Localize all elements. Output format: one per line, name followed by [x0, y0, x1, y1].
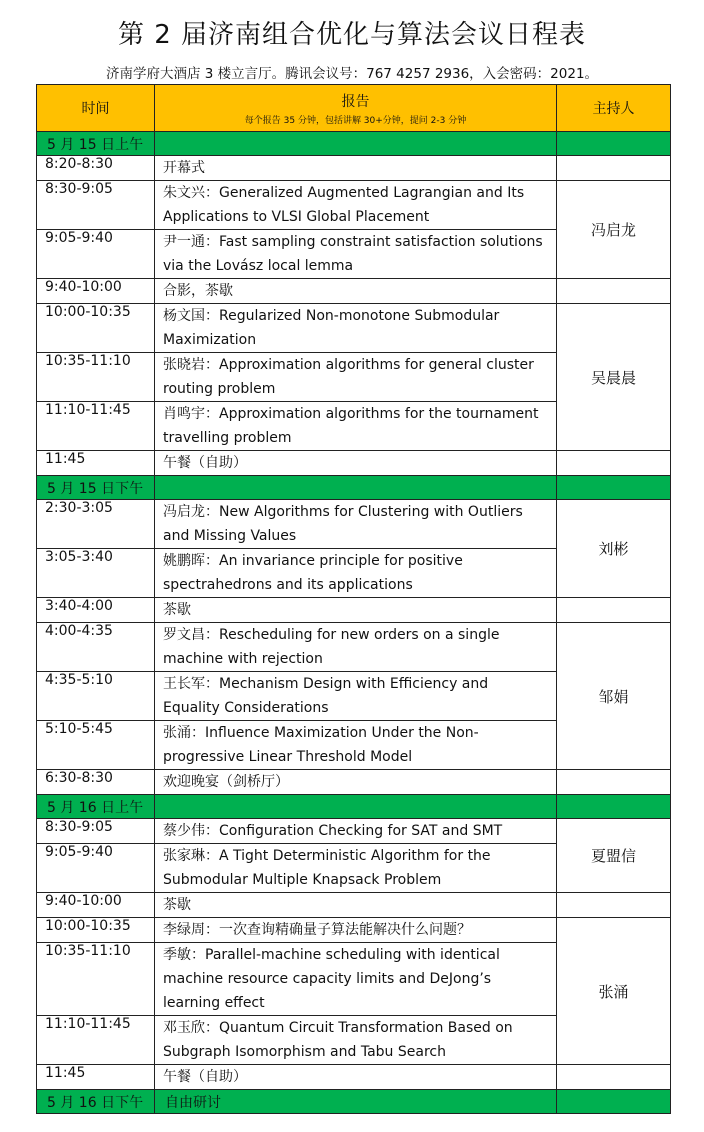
talk-cell: 邓玉欣：Quantum Circuit Transformation Based on Subgraph Isomorphism and Tabu Search	[155, 1016, 557, 1065]
talk-cell: 张涌：Influence Maximization Under the Non-progressive Linear Threshold Model	[155, 721, 557, 770]
section-host	[557, 1090, 671, 1114]
host-cell	[557, 770, 671, 795]
time-header: 时间	[37, 85, 155, 132]
time-cell: 11:45	[37, 451, 155, 476]
section-label: 5 月 15 日下午	[37, 476, 155, 500]
talk-cell: 张晓岩：Approximation algorithms for general cluster routing problem	[155, 353, 557, 402]
section-label: 5 月 16 日下午	[37, 1090, 155, 1114]
time-cell: 10:35-11:10	[37, 943, 155, 1016]
talk-cell: 冯启龙：New Algorithms for Clustering with Outliers and Missing Values	[155, 500, 557, 549]
host-cell	[557, 1065, 671, 1090]
time-cell: 5:10-5:45	[37, 721, 155, 770]
talk-cell: 蔡少伟：Configuration Checking for SAT and SMT	[155, 819, 557, 844]
schedule-row	[37, 304, 671, 353]
schedule-row	[37, 451, 671, 476]
section-host	[557, 476, 671, 500]
time-cell: 9:40-10:00	[37, 893, 155, 918]
venue-info: 济南学府大酒店 3 楼立言厅。腾讯会议号：767 4257 2936，入会密码：2021。	[105, 66, 599, 82]
talk-cell: 茶歇	[155, 893, 557, 918]
host-cell	[557, 893, 671, 918]
schedule-row	[37, 181, 671, 230]
time-cell: 10:35-11:10	[37, 353, 155, 402]
time-cell: 8:20-8:30	[37, 156, 155, 181]
time-cell: 11:10-11:45	[37, 402, 155, 451]
schedule-row	[37, 770, 671, 795]
host-cell	[557, 598, 671, 623]
talk-cell: 王长军：Mechanism Design with Efficiency and Equality Considerations	[155, 672, 557, 721]
talk-cell: 合影，茶歇	[155, 279, 557, 304]
schedule-row	[37, 918, 671, 943]
talk-cell: 午餐（自助）	[155, 1065, 557, 1090]
time-cell: 4:00-4:35	[37, 623, 155, 672]
host-cell	[557, 451, 671, 476]
talk-cell: 罗文昌：Rescheduling for new orders on a single machine with rejection	[155, 623, 557, 672]
section-host	[557, 132, 671, 156]
section-label: 5 月 15 日上午	[37, 132, 155, 156]
schedule-row	[37, 500, 671, 549]
section-row	[37, 1090, 671, 1114]
header-row	[37, 85, 671, 132]
talk-cell: 张家琳：A Tight Deterministic Algorithm for the Submodular Multiple Knapsack Problem	[155, 844, 557, 893]
time-cell: 11:10-11:45	[37, 1016, 155, 1065]
time-cell: 2:30-3:05	[37, 500, 155, 549]
host-cell: 吴晨晨	[557, 304, 671, 451]
time-cell: 11:45	[37, 1065, 155, 1090]
section-row	[37, 795, 671, 819]
host-cell	[557, 156, 671, 181]
host-cell: 冯启龙	[557, 181, 671, 279]
talk-cell: 朱文兴：Generalized Augmented Lagrangian and Its Applications to VLSI Global Placement	[155, 181, 557, 230]
time-cell: 4:35-5:10	[37, 672, 155, 721]
talk-cell: 李绿周：一次查询精确量子算法能解决什么问题？	[155, 918, 557, 943]
section-note	[155, 476, 557, 500]
host-header: 主持人	[557, 85, 671, 132]
time-cell: 10:00-10:35	[37, 918, 155, 943]
talk-cell: 茶歇	[155, 598, 557, 623]
section-row	[37, 132, 671, 156]
time-cell: 9:40-10:00	[37, 279, 155, 304]
talk-cell: 欢迎晚宴（剑桥厅）	[155, 770, 557, 795]
section-note	[155, 132, 557, 156]
report-header	[155, 85, 557, 132]
schedule-row	[37, 156, 671, 181]
time-cell: 6:30-8:30	[37, 770, 155, 795]
talk-cell: 开幕式	[155, 156, 557, 181]
schedule-row	[37, 1065, 671, 1090]
host-cell: 刘彬	[557, 500, 671, 598]
talk-cell: 午餐（自助）	[155, 451, 557, 476]
time-cell: 10:00-10:35	[37, 304, 155, 353]
schedule-row	[37, 279, 671, 304]
section-label: 5 月 16 日上午	[37, 795, 155, 819]
schedule-row	[37, 623, 671, 672]
section-host	[557, 795, 671, 819]
time-cell: 8:30-9:05	[37, 181, 155, 230]
time-cell: 9:05-9:40	[37, 844, 155, 893]
schedule-table	[36, 84, 671, 1114]
page-title: 第 2 届济南组合优化与算法会议日程表	[117, 20, 587, 50]
host-cell: 张涌	[557, 918, 671, 1065]
host-cell: 夏盟信	[557, 819, 671, 893]
schedule-row	[37, 598, 671, 623]
section-note	[155, 795, 557, 819]
talk-cell: 姚鹏晖：An invariance principle for positive spectrahedrons and its applications	[155, 549, 557, 598]
host-cell	[557, 279, 671, 304]
time-cell: 8:30-9:05	[37, 819, 155, 844]
report-header-note: 每个报告 35 分钟，包括讲解 30+分钟，提问 2-3 分钟	[244, 115, 467, 126]
talk-cell: 杨文国：Regularized Non-monotone Submodular Maximization	[155, 304, 557, 353]
talk-cell: 季敏：Parallel-machine scheduling with identical machine resource capacity limits and DeJong’s learning effect	[155, 943, 557, 1016]
schedule-row	[37, 819, 671, 844]
talk-cell: 尹一通：Fast sampling constraint satisfaction solutions via the Lovász local lemma	[155, 230, 557, 279]
time-cell: 3:05-3:40	[37, 549, 155, 598]
host-cell: 邹娟	[557, 623, 671, 770]
section-note: 自由研讨	[155, 1090, 557, 1114]
time-cell: 3:40-4:00	[37, 598, 155, 623]
schedule-row	[37, 893, 671, 918]
section-row	[37, 476, 671, 500]
report-header-label: 报告	[341, 93, 370, 110]
talk-cell: 肖鸣宇：Approximation algorithms for the tournament travelling problem	[155, 402, 557, 451]
time-cell: 9:05-9:40	[37, 230, 155, 279]
